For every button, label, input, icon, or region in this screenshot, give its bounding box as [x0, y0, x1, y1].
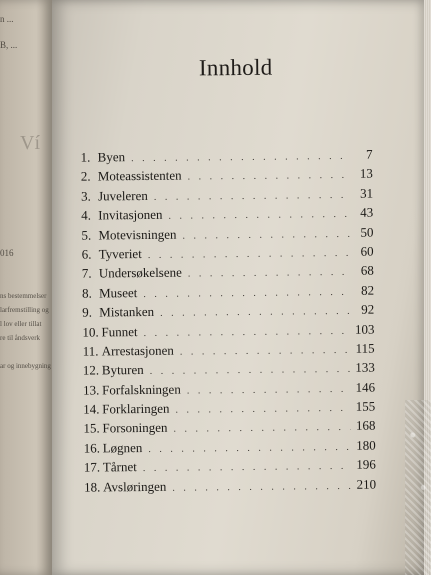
toc-entry-number: 7.	[81, 265, 92, 281]
toc-entry-page: 146	[355, 379, 376, 395]
toc-entry-page: 50	[360, 224, 374, 240]
toc-entry-page: 168	[355, 418, 376, 434]
facing-page-fragment: B, ...	[0, 40, 18, 50]
toc-entry-number: 12.	[82, 362, 100, 378]
toc-entry-title: Forsoningen	[102, 420, 168, 436]
dot-leader	[144, 325, 349, 338]
toc-entry-number: 14.	[83, 401, 100, 417]
toc-entry-page: 115	[355, 340, 375, 356]
toc-entry-title: Museet	[98, 284, 138, 301]
dot-leader	[188, 267, 350, 280]
page-content	[49, 0, 427, 575]
dot-leader	[172, 480, 350, 493]
dot-leader	[131, 151, 349, 164]
toc-entry-title: Juveleren	[97, 187, 148, 204]
toc-entry-page: 92	[361, 301, 375, 317]
toc-entry-number: 13.	[82, 382, 100, 398]
toc-entry-number: 3.	[80, 188, 91, 204]
dot-leader	[188, 170, 349, 183]
toc-entry-title: Arrestasjonen	[101, 342, 174, 359]
toc-entry-number: 4.	[81, 207, 92, 223]
dot-leader	[148, 442, 350, 455]
toc-entry-page: 210	[356, 476, 377, 492]
dot-leader	[143, 461, 351, 474]
toc-entry-title: Undersøkelsene	[98, 264, 182, 281]
facing-page-fragment: ns bestemmelser	[0, 292, 47, 300]
dot-leader	[143, 287, 350, 300]
facing-page-fragment: re til åndsverk	[0, 334, 41, 342]
toc-entry-number: 1.	[80, 149, 91, 165]
dot-leader	[173, 422, 350, 435]
page-title: Innhold	[198, 54, 273, 81]
toc-entry-page: 31	[359, 185, 374, 201]
toc-entry-page: 60	[360, 243, 374, 259]
toc-entry-title: Forfalskningen	[101, 381, 181, 398]
toc-entry-title: Avsløringen	[102, 478, 167, 495]
facing-page-fragment: Ví	[20, 132, 40, 154]
toc-entry-title: Tyveriet	[98, 245, 142, 262]
toc-entry-title: Motevisningen	[98, 226, 177, 243]
toc-entry-page: 7	[366, 146, 373, 162]
toc-entry-title: Tårnet	[102, 459, 137, 475]
toc-entry-title: Byen	[97, 149, 126, 165]
toc-entry-title: Byturen	[101, 362, 144, 378]
toc-entry-number: 5.	[81, 227, 92, 243]
dot-leader	[182, 228, 349, 241]
toc-entry-number: 15.	[83, 420, 100, 437]
toc-entry-title: Løgnen	[102, 439, 143, 456]
toc-entry-page: 196	[356, 456, 376, 473]
toc-entry-number: 2.	[80, 168, 91, 185]
toc-entry	[84, 476, 376, 498]
toc-entry-number: 10.	[82, 323, 99, 340]
toc-entry-number: 17.	[83, 459, 101, 475]
toc-entry-number: 16.	[83, 440, 100, 456]
dot-leader	[154, 190, 349, 203]
toc-entry-title: Forklaringen	[102, 400, 170, 417]
toc-entry-page: 68	[360, 262, 374, 279]
dot-leader	[160, 306, 350, 319]
toc-entry-page: 155	[355, 398, 376, 414]
dot-leader	[150, 364, 350, 377]
facing-page	[0, 0, 52, 575]
toc-entry-title: Mistanken	[99, 304, 155, 320]
toc-entry-title: Invitasjonen	[98, 206, 163, 223]
lace-cloth	[405, 400, 431, 575]
toc-entry-page: 13	[359, 165, 373, 182]
toc-entry-title: Moteassistenten	[97, 167, 182, 184]
dot-leader	[148, 248, 350, 261]
dot-leader	[187, 384, 350, 397]
facing-page-fragment: larfremstilling og	[0, 306, 49, 314]
dot-leader	[180, 345, 350, 358]
toc-entry-page: 103	[354, 321, 375, 337]
toc-entry-title: Funnet	[101, 323, 138, 339]
facing-page-fragment: 016	[0, 248, 14, 258]
toc-entry-page: 180	[356, 437, 376, 453]
toc-entry-number: 9.	[82, 304, 93, 320]
facing-page-fragment: ar og innebygning	[0, 362, 51, 370]
contents-page	[52, 0, 424, 575]
dot-leader	[175, 403, 349, 416]
toc-entry-number: 6.	[81, 246, 92, 262]
toc-entry-page: 43	[360, 204, 374, 220]
toc-entry-page: 82	[360, 282, 375, 298]
toc-entry-number: 18.	[83, 479, 101, 495]
dot-leader	[168, 209, 349, 222]
facing-page-fragment: l lov eller tillat	[0, 320, 42, 328]
facing-page-fragment: n ...	[0, 14, 14, 24]
table-of-contents	[81, 147, 377, 499]
toc-entry-number: 8.	[81, 285, 92, 301]
toc-entry-page: 133	[355, 359, 375, 376]
toc-entry-number: 11.	[82, 343, 99, 359]
